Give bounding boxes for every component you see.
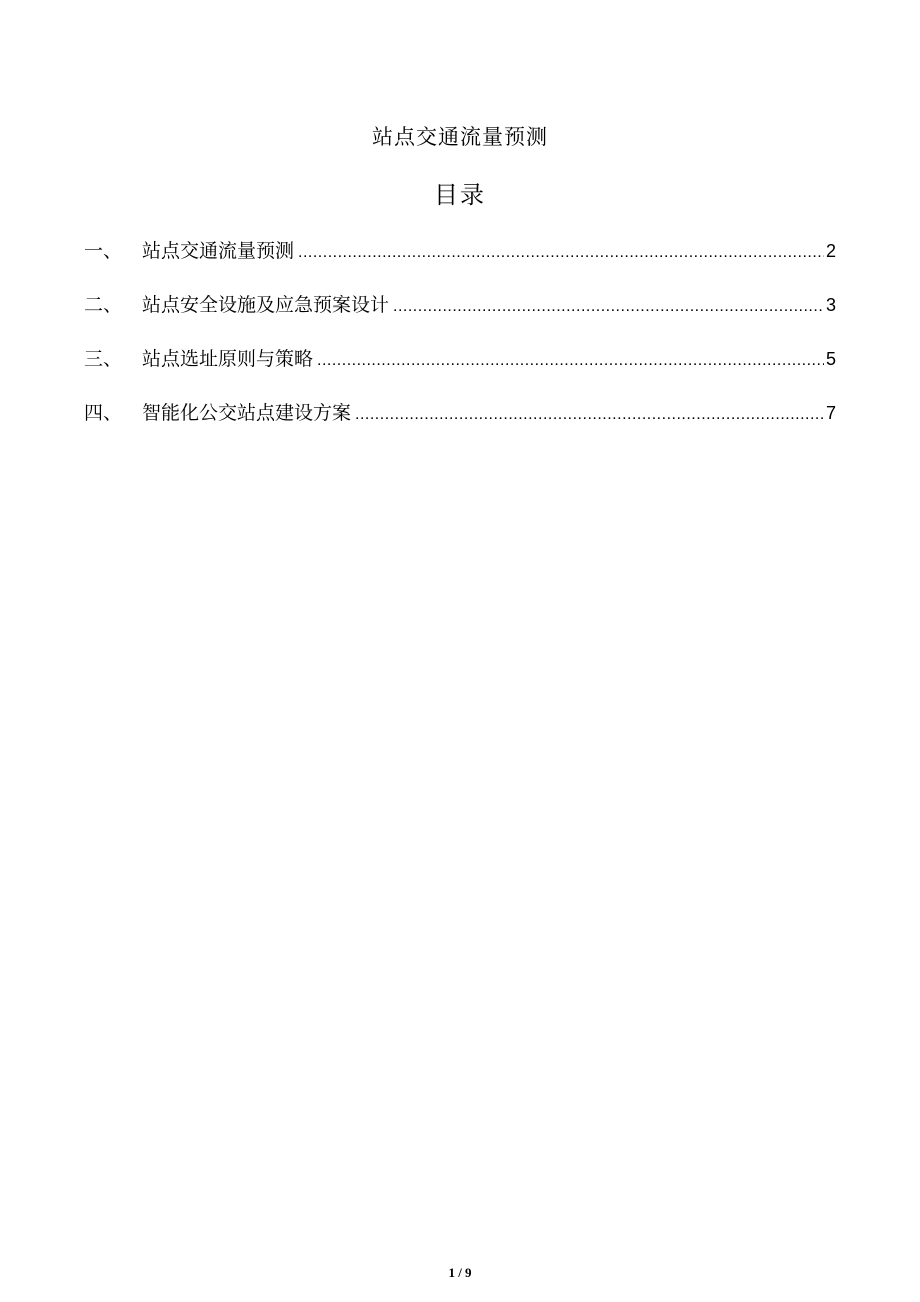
toc-entry-2[interactable] — [84, 290, 836, 320]
toc-entry-4[interactable] — [84, 398, 836, 428]
toc-heading: 目录 — [434, 181, 486, 209]
toc-leader-dots — [355, 400, 824, 430]
toc-entry-title: 站点交通流量预测 — [142, 240, 295, 262]
toc-entry-1[interactable] — [84, 236, 836, 266]
toc-entry-number: 一、 — [84, 240, 123, 262]
toc-entry-title: 智能化公交站点建设方案 — [142, 402, 352, 424]
toc-leader-dots — [393, 292, 824, 322]
page-number-footer: 1 / 9 — [448, 1265, 472, 1280]
toc-entry-page: 3 — [825, 295, 836, 315]
toc-entry-number: 二、 — [84, 294, 123, 316]
toc-entry-page: 5 — [825, 349, 836, 369]
toc-entry-page: 7 — [825, 403, 836, 423]
toc-entry-title: 站点选址原则与策略 — [142, 348, 314, 370]
toc-entry-number: 四、 — [84, 402, 123, 424]
document-title: 站点交通流量预测 — [372, 125, 548, 149]
toc-leader-dots — [317, 346, 824, 376]
toc-entry-page: 2 — [825, 241, 836, 261]
toc-entry-title: 站点安全设施及应急预案设计 — [142, 294, 390, 316]
table-of-contents — [84, 236, 836, 452]
toc-entry-3[interactable] — [84, 344, 836, 374]
toc-leader-dots — [298, 238, 824, 268]
toc-entry-number: 三、 — [84, 348, 123, 370]
